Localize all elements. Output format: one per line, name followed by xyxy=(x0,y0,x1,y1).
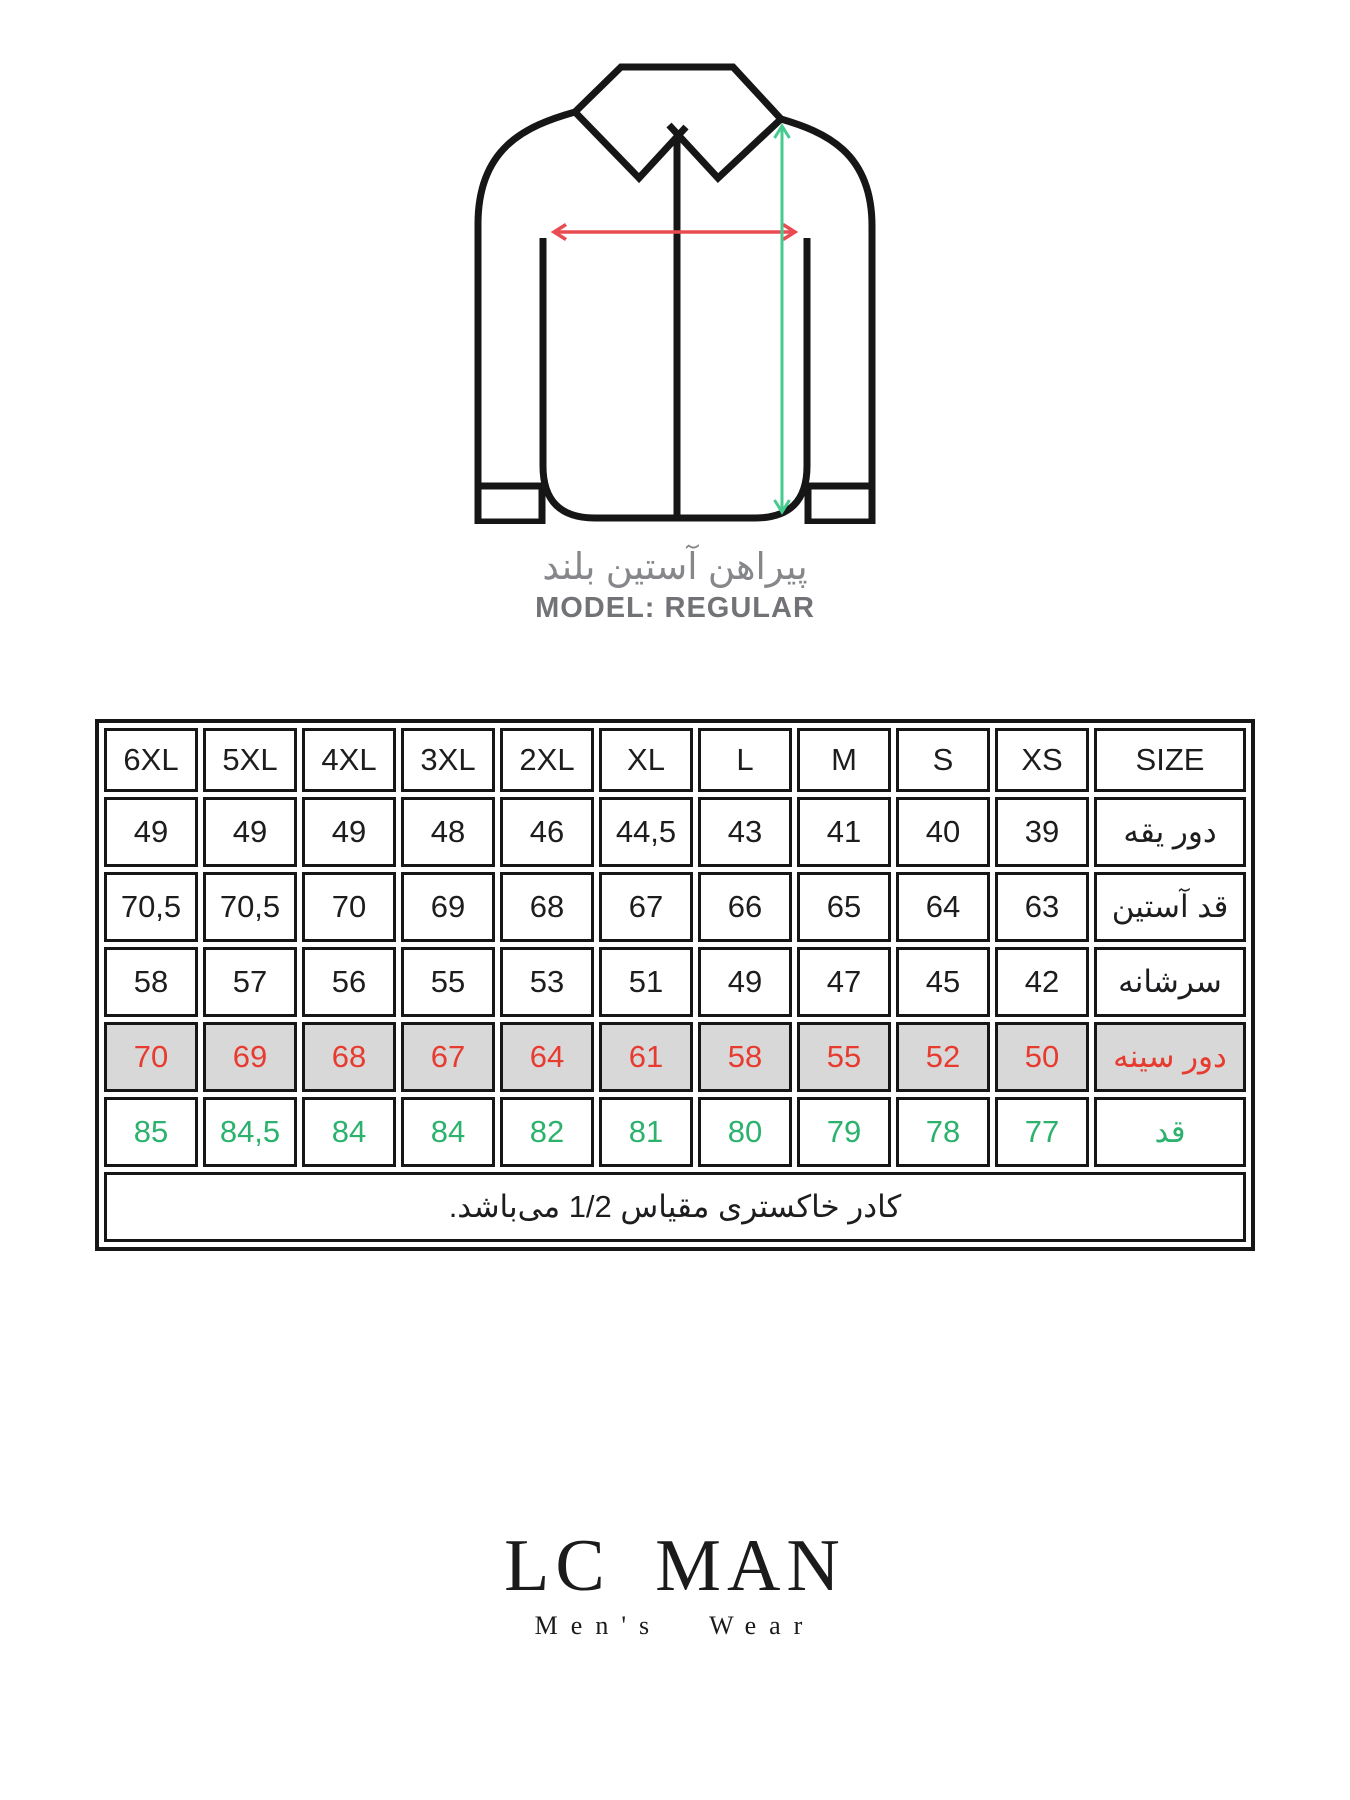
size-value-cell: 81 xyxy=(599,1097,693,1167)
size-value-cell: 55 xyxy=(401,947,495,1017)
size-value-cell: 78 xyxy=(896,1097,990,1167)
size-value-cell: 55 xyxy=(797,1022,891,1092)
size-value-cell: 67 xyxy=(401,1022,495,1092)
size-value-cell: 39 xyxy=(995,797,1089,867)
size-column-header: 4XL xyxy=(302,728,396,792)
measurement-label: قد xyxy=(1094,1097,1246,1167)
size-value-cell: 80 xyxy=(698,1097,792,1167)
size-value-cell: 70 xyxy=(302,872,396,942)
size-column-header: 3XL xyxy=(401,728,495,792)
measurement-row xyxy=(104,1097,1246,1167)
size-value-cell: 51 xyxy=(599,947,693,1017)
size-value-cell: 70,5 xyxy=(203,872,297,942)
size-value-cell: 84,5 xyxy=(203,1097,297,1167)
size-value-cell: 45 xyxy=(896,947,990,1017)
size-table xyxy=(95,719,1255,1251)
size-column-header: 5XL xyxy=(203,728,297,792)
size-value-cell: 77 xyxy=(995,1097,1089,1167)
shirt-left-outline xyxy=(478,112,575,486)
size-column-title: SIZE xyxy=(1094,728,1246,792)
measurement-label: دور یقه xyxy=(1094,797,1246,867)
size-value-cell: 50 xyxy=(995,1022,1089,1092)
size-table-header-row xyxy=(104,728,1246,792)
size-value-cell: 68 xyxy=(302,1022,396,1092)
size-value-cell: 68 xyxy=(500,872,594,942)
size-value-cell: 69 xyxy=(401,872,495,942)
size-value-cell: 70,5 xyxy=(104,872,198,942)
shirt-collar-left-leaf xyxy=(575,112,686,178)
measurement-label: قد آستین xyxy=(1094,872,1246,942)
size-column-header: L xyxy=(698,728,792,792)
size-value-cell: 82 xyxy=(500,1097,594,1167)
size-value-cell: 43 xyxy=(698,797,792,867)
size-column-header: S xyxy=(896,728,990,792)
size-value-cell: 49 xyxy=(203,797,297,867)
size-value-cell: 84 xyxy=(401,1097,495,1167)
size-value-cell: 64 xyxy=(500,1022,594,1092)
shirt-right-outline xyxy=(781,119,872,486)
size-column-header: M xyxy=(797,728,891,792)
size-value-cell: 79 xyxy=(797,1097,891,1167)
size-value-cell: 49 xyxy=(302,797,396,867)
shirt-left-cuff xyxy=(478,486,542,522)
measurement-row xyxy=(104,947,1246,1017)
shirt-diagram-section xyxy=(0,0,1350,529)
size-value-cell: 42 xyxy=(995,947,1089,1017)
size-value-cell: 49 xyxy=(698,947,792,1017)
size-value-cell: 69 xyxy=(203,1022,297,1092)
brand-logo-section xyxy=(0,1525,1350,1640)
size-value-cell: 70 xyxy=(104,1022,198,1092)
note-row xyxy=(104,1172,1246,1242)
size-value-cell: 66 xyxy=(698,872,792,942)
size-value-cell: 52 xyxy=(896,1022,990,1092)
size-value-cell: 64 xyxy=(896,872,990,942)
size-value-cell: 53 xyxy=(500,947,594,1017)
size-value-cell: 85 xyxy=(104,1097,198,1167)
size-column-header: 2XL xyxy=(500,728,594,792)
measurement-row xyxy=(104,797,1246,867)
scale-note: کادر خاکستری مقیاس 1/2 می‌باشد. xyxy=(104,1172,1246,1242)
product-title-fa: پیراهن آستین بلند xyxy=(542,546,808,587)
size-value-cell: 65 xyxy=(797,872,891,942)
size-value-cell: 57 xyxy=(203,947,297,1017)
size-value-cell: 67 xyxy=(599,872,693,942)
size-value-cell: 44,5 xyxy=(599,797,693,867)
size-value-cell: 48 xyxy=(401,797,495,867)
size-value-cell: 58 xyxy=(698,1022,792,1092)
size-value-cell: 41 xyxy=(797,797,891,867)
size-value-cell: 40 xyxy=(896,797,990,867)
size-column-header: 6XL xyxy=(104,728,198,792)
size-value-cell: 84 xyxy=(302,1097,396,1167)
size-value-cell: 49 xyxy=(104,797,198,867)
size-column-header: XL xyxy=(599,728,693,792)
shirt-right-cuff xyxy=(808,486,872,522)
size-value-cell: 56 xyxy=(302,947,396,1017)
measurement-row xyxy=(104,1022,1246,1092)
brand-logo: LC MAN xyxy=(504,1525,846,1607)
brand-tagline: Men's Wear xyxy=(534,1611,816,1640)
measurement-row xyxy=(104,872,1246,942)
size-value-cell: 47 xyxy=(797,947,891,1017)
measurement-label: سرشانه xyxy=(1094,947,1246,1017)
size-value-cell: 46 xyxy=(500,797,594,867)
model-label: MODEL: REGULAR xyxy=(535,592,815,624)
shirt-diagram xyxy=(473,52,877,524)
shirt-collar-band xyxy=(575,67,781,119)
size-column-header: XS xyxy=(995,728,1089,792)
size-value-cell: 61 xyxy=(599,1022,693,1092)
size-value-cell: 63 xyxy=(995,872,1089,942)
size-value-cell: 58 xyxy=(104,947,198,1017)
measurement-label: دور سینه xyxy=(1094,1022,1246,1092)
body-length-arrow xyxy=(775,126,790,512)
